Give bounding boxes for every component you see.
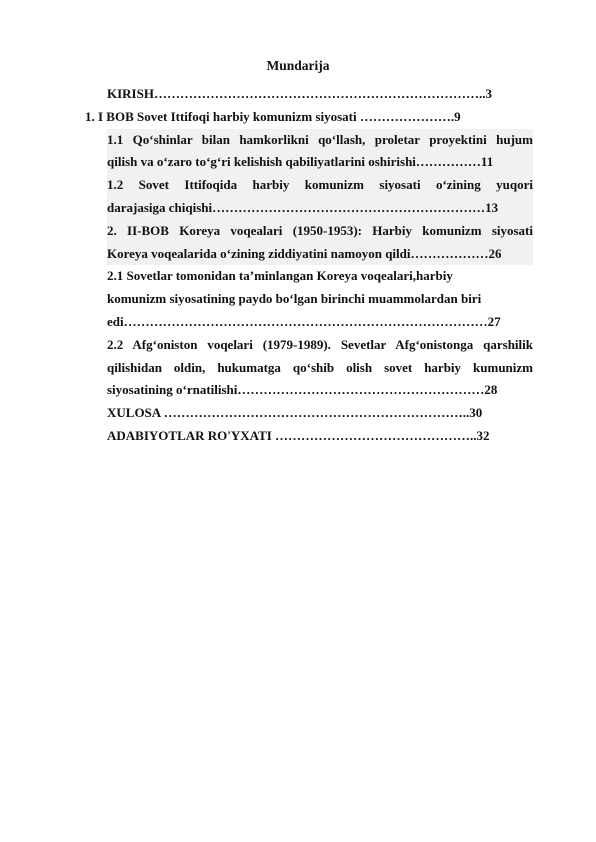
toc-entry-chapter-2-line-1: 2. II-BOB Koreya voqealari (1950-1953): Harbiy komunizm siyosati: [107, 220, 533, 243]
toc-entry-1-2-line-1: 1.2 Sovet Ittifoqida harbiy komunizm siyosati o‘zining yuqori: [107, 174, 533, 197]
toc-entry-2-2-line-2: qilishidan oldin, hukumatga qo‘shib olish sovet harbiy kumunizm: [107, 359, 533, 375]
toc-entry-adabiyotlar: ADABIYOTLAR RO'YXATI ………………………………………..32: [107, 427, 490, 443]
toc-entry-chapter-2-line-2: Koreya voqealarida o‘zining ziddiyatini namoyon qildi………………26: [107, 243, 533, 266]
toc-entry-2-1-line-2: komunizm siyosatining paydo bo‘lgan birinchi muammolardan biri: [107, 291, 482, 307]
toc-entry-2-1-line-3: edi…………………………………………………………………………27: [107, 313, 501, 329]
toc-entry-xulosa: XULOSA ……………………………………………………………..30: [107, 405, 483, 421]
page-title: Mundarija: [266, 58, 330, 73]
toc-entry-1-1-line-2: qilish va o‘zaro to‘g‘ri kelishish qabiliyatlarini oshirishi……………11: [107, 151, 533, 174]
toc-entry-kirish: KIRISH…………………………………………………………………..3: [107, 86, 492, 101]
table-of-contents: [85, 83, 533, 448]
toc-entry-chapter-1: 1. I BOB Sovet Ittifoqi harbiy komunizm siyosati ………………….9: [85, 108, 461, 124]
toc-entry-2-2-line-1: 2.2 Afg‘oniston voqelari (1979-1989). Sevetlar Afg‘onistonga qarshilik: [107, 336, 533, 352]
toc-entry-2-2-line-3: siyosatining o‘rnatilishi…………………………………………………28: [107, 382, 498, 398]
toc-entry-1-1-line-1: 1.1 Qo‘shinlar bilan hamkorlikni qo‘llash, proletar proyektini hujum: [107, 129, 533, 152]
toc-entry-1-2-line-2: darajasiga chiqishi………………………………………………………13: [107, 197, 533, 220]
toc-entry-2-1-line-1: 2.1 Sovetlar tomonidan ta’minlangan Koreya voqealari,harbiy: [107, 268, 453, 284]
